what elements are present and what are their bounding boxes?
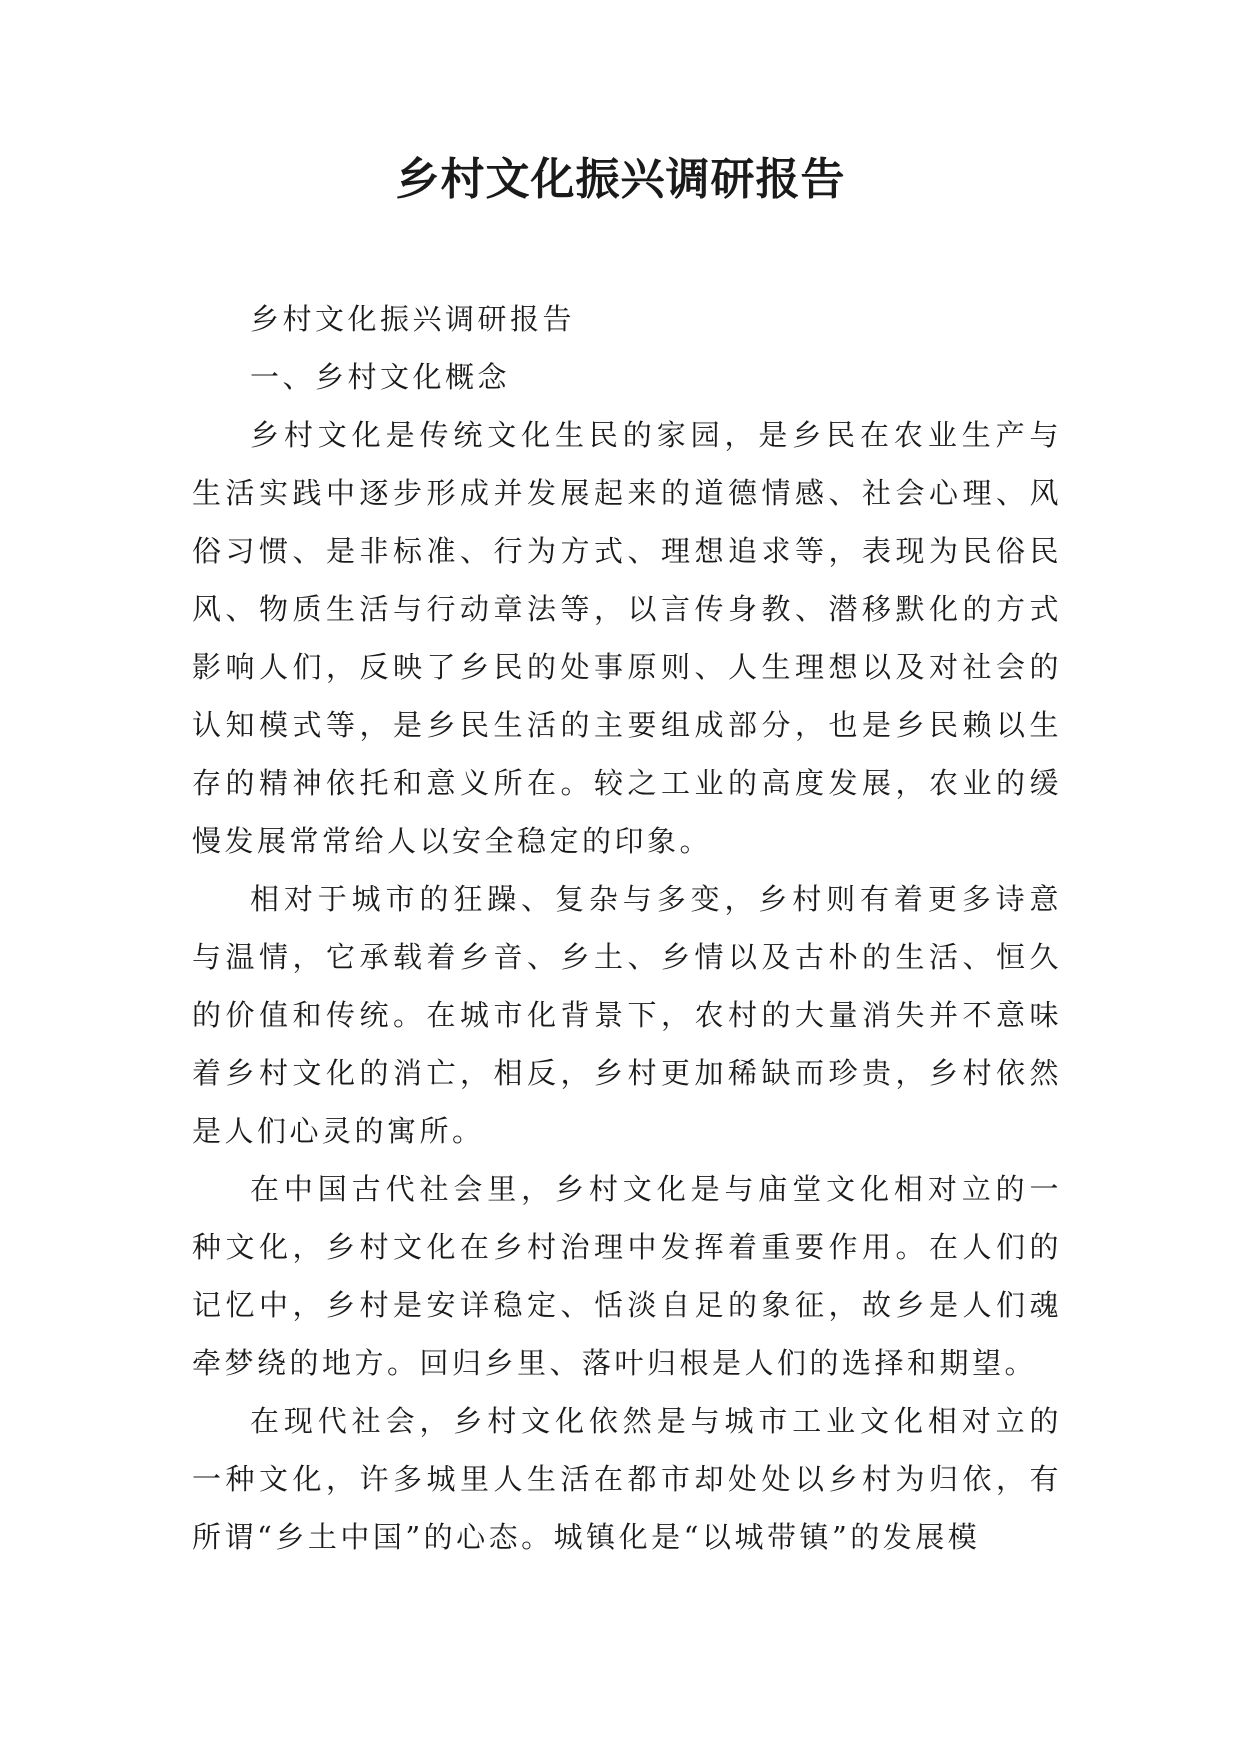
body-paragraph: 在现代社会，乡村文化依然是与城市工业文化相对立的一种文化，许多城里人生活在都市却处处以乡村为归依，有所谓“乡土中国”的心态。城镇化是“以城带镇”的发展模 [192,1404,1062,1554]
body-paragraph: 乡村文化是传统文化生民的家园，是乡民在农业生产与生活实践中逐步形成并发展起来的道德情感、社会心理、风俗习惯、是非标准、行为方式、理想追求等，表现为民俗民风、物质生活与行动章法等，以言传身教、潜移默化的方式影响人们，反映了乡民的处事原则、人生理想以及对社会的认知模式等，是乡民生活的主要组成部分，也是乡民赖以生存的精神依托和意义所在。较之工业的高度发展，农业的缓慢发展常常给人以安全稳定的印象。 [192,418,1062,858]
section-heading: 一、乡村文化概念 [250,360,511,394]
subtitle-paragraph: 乡村文化振兴调研报告 [250,302,576,336]
body-paragraph: 在中国古代社会里，乡村文化是与庙堂文化相对立的一种文化，乡村文化在乡村治理中发挥着重要作用。在人们的记忆中，乡村是安详稳定、恬淡自足的象征，故乡是人们魂牵梦绕的地方。回归乡里、落叶归根是人们的选择和期望。 [192,1172,1062,1380]
body-paragraph: 相对于城市的狂躁、复杂与多变，乡村则有着更多诗意与温情，它承载着乡音、乡土、乡情以及古朴的生活、恒久的价值和传统。在城市化背景下，农村的大量消失并不意味着乡村文化的消亡，相反，乡村更加稀缺而珍贵，乡村依然是人们心灵的寓所。 [192,882,1062,1148]
document-body [192,290,1062,1566]
document-title: 乡村文化振兴调研报告 [395,154,846,205]
